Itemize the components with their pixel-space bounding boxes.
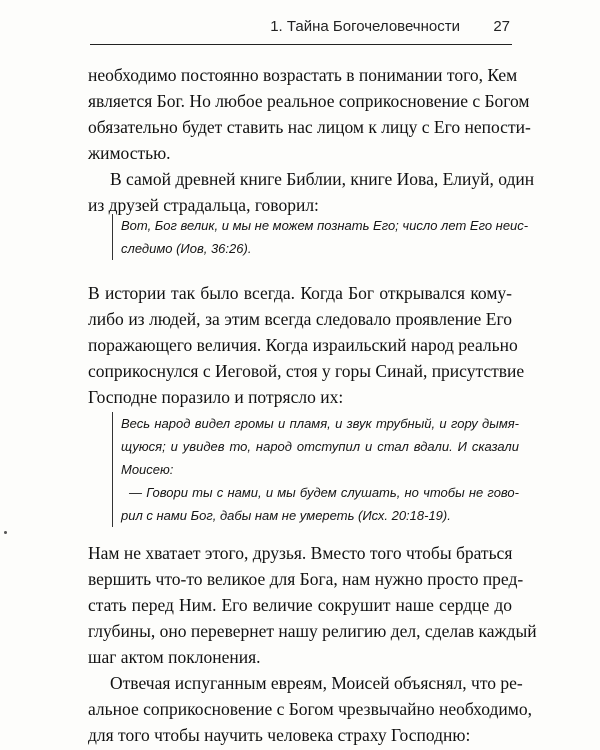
paragraph-2: [88, 166, 535, 218]
paragraph-5: [88, 670, 532, 748]
chapter-title: 1. Тайна Богочеловечности: [270, 18, 460, 35]
text-line: В истории так было всегда. Когда Бог открывался кому-: [88, 283, 512, 303]
quote-line: Весь народ видел громы и пламя, и звук трубный, и гору дымя-: [121, 416, 519, 431]
text-line: Господне поразило и потрясло их:: [88, 387, 344, 407]
paragraph-1: [88, 62, 531, 166]
quote-line: щуюся; и увидев то, народ отступил и стал вдали. И сказали: [121, 439, 519, 454]
text-line: обязательно будет ставить нас лицом к лицу с Его непости-: [88, 117, 531, 137]
text-line: для того чтобы научить человека страху Господню:: [88, 725, 471, 745]
text-line: либо из людей, за этим всегда следовало проявление Его: [88, 309, 512, 329]
quote-line: — Говори ты с нами, и мы будем слушать, но чтобы не гово-: [129, 485, 519, 500]
quote-line: следимо (Иов, 36:26).: [121, 241, 252, 256]
paragraph-4: [88, 540, 537, 670]
text-line: вершить что-то великое для Бога, нам нужно просто пред-: [88, 569, 524, 589]
quote-line: рил с нами Бог, дабы нам не умереть (Исх. 20:18-19).: [121, 508, 451, 523]
text-line: В самой древней книге Библии, книге Иова, Елиуй, один: [110, 169, 535, 189]
running-header: [90, 14, 512, 45]
paragraph-3: [88, 280, 525, 410]
text-line: Нам не хватает этого, друзья. Вместо того чтобы браться: [88, 543, 513, 563]
text-line: является Бог. Но любое реальное соприкосновение с Богом: [88, 91, 530, 111]
text-line: поражающего величия. Когда израильский народ реально: [88, 335, 518, 355]
text-line: альное соприкосновение с Богом чрезвычайно необходимо,: [88, 699, 532, 719]
text-line: Отвечая испуганным евреям, Моисей объяснял, что ре-: [110, 673, 523, 693]
text-line: из друзей страдальца, говорил:: [88, 195, 319, 215]
text-line: жимостью.: [88, 143, 171, 163]
text-line: соприкоснулся с Иеговой, стоя у горы Синай, присутствие: [88, 361, 525, 381]
page-number: 27: [493, 18, 510, 35]
scripture-quote-job: [112, 214, 529, 260]
text-line: стать перед Ним. Его величие сокрушит наше сердце до: [88, 595, 512, 615]
quote-line: Моисею:: [121, 462, 174, 477]
text-line: шаг актом поклонения.: [88, 647, 261, 667]
text-line: необходимо постоянно возрастать в понимании того, Кем: [88, 65, 518, 85]
quote-line: Вот, Бог велик, и мы не можем познать Его; число лет Его неис-: [121, 218, 529, 233]
text-line: глубины, оно перевернет нашу религию дел, сделав каждый: [88, 621, 537, 641]
scripture-quote-exodus: [112, 412, 519, 527]
scan-speck: [4, 531, 7, 534]
